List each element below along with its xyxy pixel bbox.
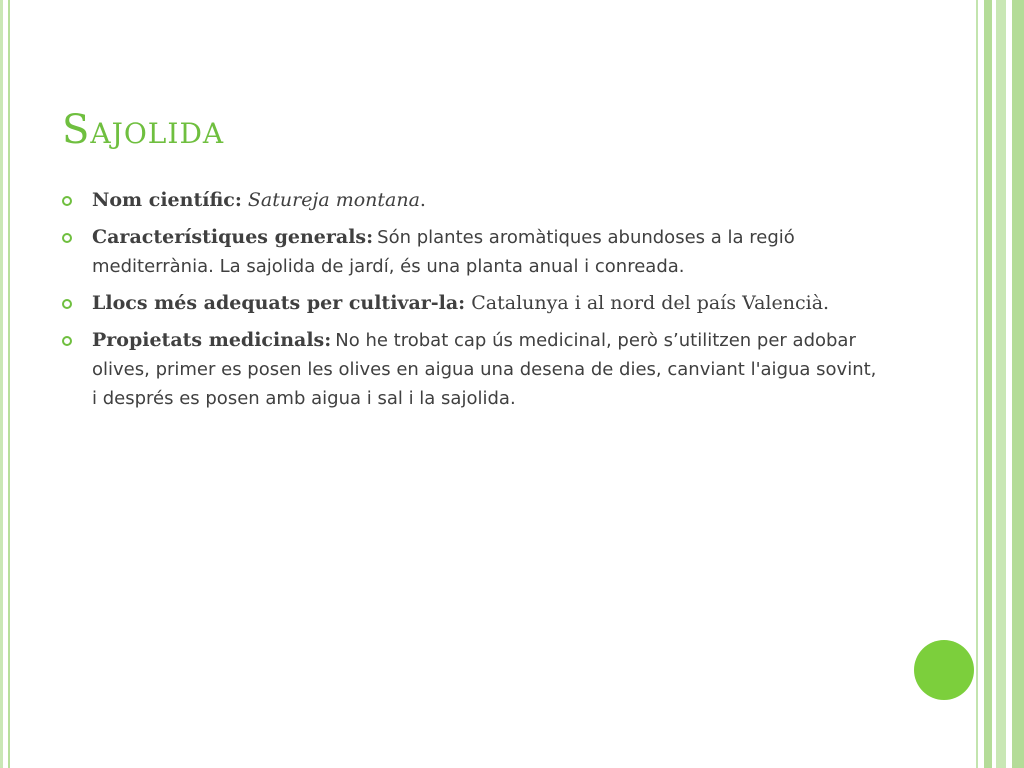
bullet-term: Nom científic:	[92, 189, 242, 211]
decorative-green-circle	[914, 640, 974, 700]
bullet-ring-icon	[62, 196, 72, 206]
bullet-text: Catalunya i al nord del país Valencià.	[471, 292, 830, 314]
bullet-scientific-name	[62, 186, 882, 215]
bullet-ring-icon	[62, 233, 72, 243]
bullet-term: Llocs més adequats per cultivar-la:	[92, 292, 466, 314]
slide-title: Sajolida	[62, 107, 225, 153]
bullet-suffix: .	[419, 189, 426, 211]
bullet-list	[62, 186, 882, 421]
right-decor-stripe	[976, 0, 978, 768]
bullet-general-features	[62, 223, 882, 281]
bullet-term: Propietats medicinals:	[92, 329, 332, 351]
bullet-term: Característiques generals:	[92, 226, 374, 248]
left-border-line	[0, 0, 3, 768]
bullet-text: Són plantes aromàtiques abundoses a la regió mediterrània. La sajolida de jardí, és una planta anual i conreada.	[92, 227, 795, 277]
right-decor-stripe	[996, 0, 1006, 768]
bullet-ring-icon	[62, 336, 72, 346]
bullet-best-places	[62, 289, 882, 318]
right-decor-stripe	[1012, 0, 1024, 768]
bullet-text: No he trobat cap ús medicinal, però s’utilitzen per adobar olives, primer es posen les olives en aigua una desena de dies, canviant l'aigua sovint, i després es posen amb aigua i sal i la sajolida.	[92, 330, 877, 409]
bullet-medicinal-properties	[62, 326, 882, 413]
right-decor-stripe	[984, 0, 992, 768]
bullet-ring-icon	[62, 299, 72, 309]
bullet-text: Satureja montana	[247, 189, 420, 211]
left-border-line-inner	[8, 0, 10, 768]
